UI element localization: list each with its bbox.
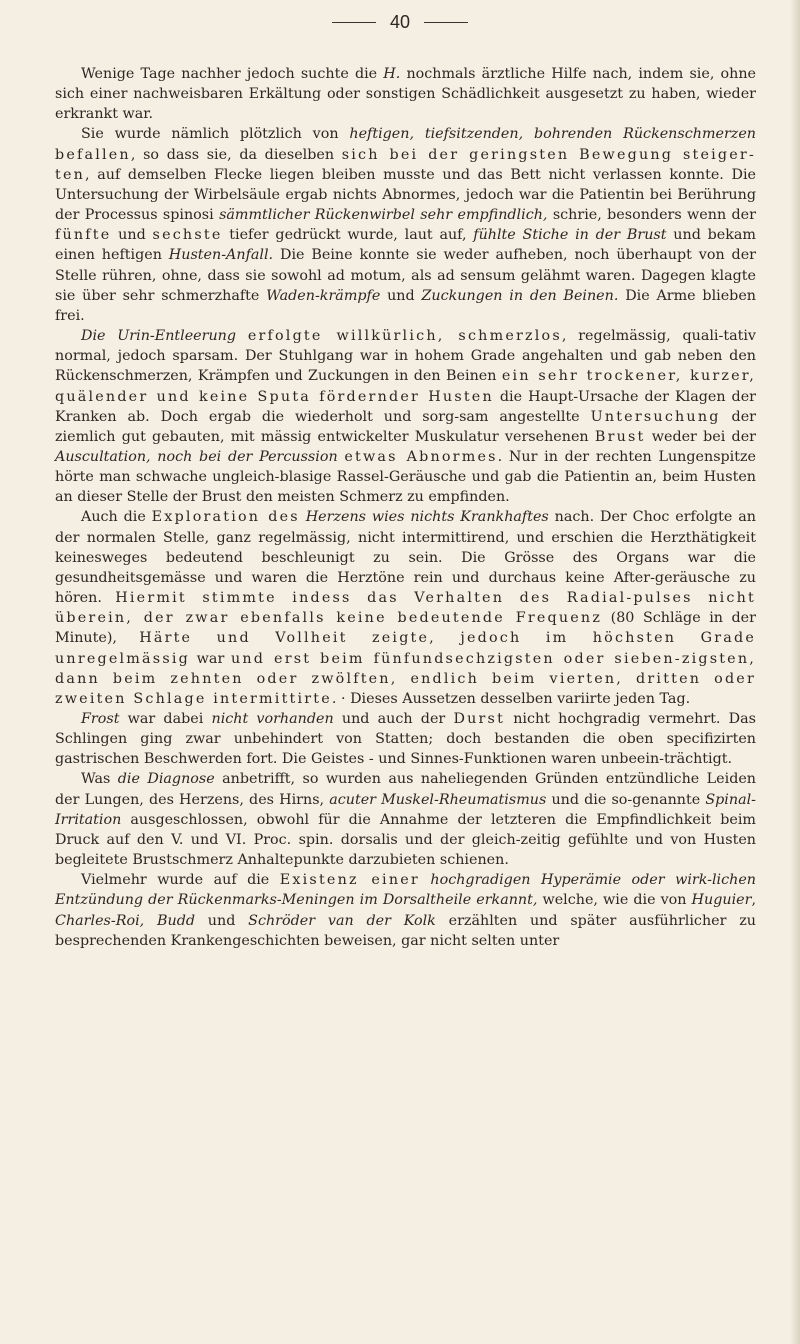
italic-run: Waden-krämpfe xyxy=(266,287,381,304)
italic-run: Husten-Anfall. xyxy=(168,247,274,264)
text-run: , regelmässig, quali-tativ normal, jedoch sparsam. Der Stuhlgang war in hohem Grade angehalten und gab neben den Rückenschmerzen, Krämpfen und Zuckungen in den Beinen xyxy=(55,328,756,385)
italic-run: Herzens wies nichts Krankhaftes xyxy=(305,509,549,526)
spaced-run: Hiermit stimmte indess das Verhalten des Radial-pulses nicht überein, der zwar ebenfalls keine bedeutende Frequenz xyxy=(55,590,756,627)
paragraph-5 xyxy=(55,709,756,769)
spaced-run: Untersuchung xyxy=(590,408,721,425)
body-text xyxy=(55,64,756,951)
text-run: ausgeschlossen, obwohl für die Annahme der letzteren die Empfindlichkeit beim Druck auf den V. und VI. Proc. spin. dorsalis und der gleich-zeitig gefühlte und von Husten begleitete Brustschmerz Anhaltepunkte darzubieten schienen. xyxy=(55,811,756,869)
paragraph-2 xyxy=(55,124,756,326)
page-edge-shadow xyxy=(790,0,800,1344)
text-run: und xyxy=(111,227,153,244)
italic-run: heftigen, tiefsitzenden, bohrenden Rückenschmerzen xyxy=(349,126,756,143)
spaced-run: Brust xyxy=(594,428,646,445)
text-run: und auch der xyxy=(333,711,454,727)
text-run: Sie wurde nämlich plötzlich von xyxy=(81,126,350,143)
spaced-run: Durst xyxy=(453,711,506,727)
paragraph-4 xyxy=(55,507,756,709)
italic-run: hochgradigen Hyperämie oder wirk-lichen Entzündung der Rückenmarks-Meningen im Dorsaltheile erkannt, xyxy=(55,872,756,909)
text-run: tiefer gedrückt wurde, laut auf, xyxy=(222,227,474,244)
text-run: nochmals ärztliche Hilfe nach, indem sie, ohne sich einer nachweisbaren Erkältung oder sonstigen Schädlichkeit ausgesetzt zu haben, wieder erkrankt war. xyxy=(55,66,756,123)
text-run: , xyxy=(751,892,756,909)
italic-run: sämmtlicher Rückenwirbel sehr empfindlich, xyxy=(219,207,548,224)
italic-run: die Diagnose xyxy=(117,771,215,788)
spaced-run: erfolgte willkürlich, schmerzlos xyxy=(247,328,562,345)
italic-run: Die Urin-Entleerung xyxy=(81,328,237,345)
text-run: und xyxy=(195,912,249,929)
text-run: weder bei der xyxy=(645,428,756,445)
text-run: Die Arme blieben frei. xyxy=(55,287,757,324)
text-run: der ziemlich gut gebauten, mit mässig entwickelter Muskulatur versehenen xyxy=(55,408,756,445)
paragraph-1 xyxy=(55,64,756,124)
spaced-run: und erst beim fünfundsechzigsten oder sieben-zigsten, dann beim zehnten oder zwölften, endlich beim vierten, dritten oder zweiten Schlage intermittirte xyxy=(55,650,756,707)
text-run xyxy=(420,872,430,888)
spaced-run: fünfte xyxy=(55,227,112,244)
text-run: Wenige Tage nachher jedoch suchte die xyxy=(81,66,384,82)
text-run xyxy=(236,328,248,344)
text-run: Was xyxy=(81,771,118,788)
text-run: nach. Der Choc erfolgte an der normalen Stelle, ganz regelmässig, nicht intermittirend, und erschien die Herzthätigkeit keinesweges bedeutend beschleunigt zu sein. Die Grösse des Organs war die gesundheitsgemässe und waren die Herztöne rein und durchaus keine After-geräusche zu hören. xyxy=(55,509,756,607)
header-rule-left xyxy=(332,22,376,23)
italic-run: fühlte Stiche in der Brust xyxy=(473,227,667,244)
italic-run: acuter Muskel-Rheumatismus xyxy=(329,791,547,808)
paragraph-6 xyxy=(55,769,756,870)
text-run: Die Beine konnte sie weder aufheben, noch überhaupt von der Stelle rühren, ohne, dass sie sowohl ad motum, als ad sensum gelähmt waren. Dagegen klagte sie über sehr schmerzhafte xyxy=(55,247,756,304)
italic-run: Spinal-Irritation xyxy=(55,791,756,828)
text-run: war xyxy=(189,650,231,667)
text-run: war dabei xyxy=(119,711,212,727)
page-header xyxy=(0,10,800,34)
text-run: und die so-genannte xyxy=(546,791,706,808)
spaced-run: Härte und Vollheit zeigte, jedoch im höchsten Grade unregelmässig xyxy=(55,630,756,667)
spaced-run: Exploration des xyxy=(151,509,300,526)
spaced-run: etwas Abnormes xyxy=(344,448,498,465)
italic-run: Zuckungen in den Beinen. xyxy=(421,287,619,304)
text-run: und bekam einen heftigen xyxy=(55,227,756,264)
page-number: 40 xyxy=(389,12,411,32)
header-rule-right xyxy=(424,22,468,23)
text-run: nicht hochgradig vermehrt. Das Schlingen ging zwar unbehindert von Statten; doch bestanden die oben specifizirten gastrischen Beschwerden fort. Die Geistes - und Sinnes-Funktionen waren unbeein-trächtigt. xyxy=(55,711,756,768)
text-run: erzählten und später ausführlicher zu besprechenden Krankengeschichten beweisen, gar nicht selten unter xyxy=(55,912,756,949)
text-run: schrie, besonders wenn der xyxy=(547,207,756,224)
text-run: (80 Schläge in der Minute), xyxy=(55,610,756,647)
text-run: welche, wie die von xyxy=(537,892,692,909)
text-run: , auf demselben Flecke liegen bleiben musste und das Bett nicht verlassen konnte. Die Untersuchung der Wirbelsäule ergab nichts Abnormes, jedoch war die Patientin bei Berührung der Processus spinosi xyxy=(55,166,756,224)
paragraph-7 xyxy=(55,870,756,951)
italic-run: Auscultation, noch bei der Percussion xyxy=(55,448,338,465)
text-run: . Nur in der rechten Lungenspitze hörte man schwache ungleich-blasige Rassel-Geräusche und gab die Patientin an, beim Husten an dieser Stelle der Brust den meisten Schmerz zu empfinden. xyxy=(55,448,756,506)
spaced-run: befallen xyxy=(55,146,131,163)
text-run: Vielmehr wurde auf die xyxy=(81,872,280,889)
spaced-run: sich bei der geringsten Bewegung steiger-ten xyxy=(55,146,756,183)
italic-run: Charles-Roi, Budd xyxy=(55,912,196,929)
italic-run: nicht vorhanden xyxy=(211,711,334,727)
text-run: Auch die xyxy=(81,509,152,526)
italic-run: Schröder van der Kolk xyxy=(248,912,436,929)
spaced-run: Existenz einer xyxy=(279,872,420,889)
text-run: , so dass sie, da dieselben xyxy=(130,146,342,163)
italic-run: Frost xyxy=(81,711,120,727)
spaced-run: sechste xyxy=(152,227,223,244)
text-run: und xyxy=(380,287,422,304)
text-run: anbetrifft, so wurden aus naheliegenden Gründen entzündliche Leiden der Lungen, des Herzens, des Hirns, xyxy=(55,771,757,808)
text-run: die Haupt-Ursache der Klagen der Kranken ab. Doch ergab die wiederholt und sorg-sam angestellte xyxy=(55,388,757,425)
text-run: . · Dieses Aussetzen desselben variirte jeden Tag. xyxy=(331,690,691,707)
paragraph-3 xyxy=(55,326,756,507)
italic-run: Huguier xyxy=(691,892,752,909)
spaced-run: ein sehr trockener, kurzer, quälender und keine Sputa fördernder Husten xyxy=(55,368,756,405)
italic-run: H. xyxy=(383,66,401,82)
